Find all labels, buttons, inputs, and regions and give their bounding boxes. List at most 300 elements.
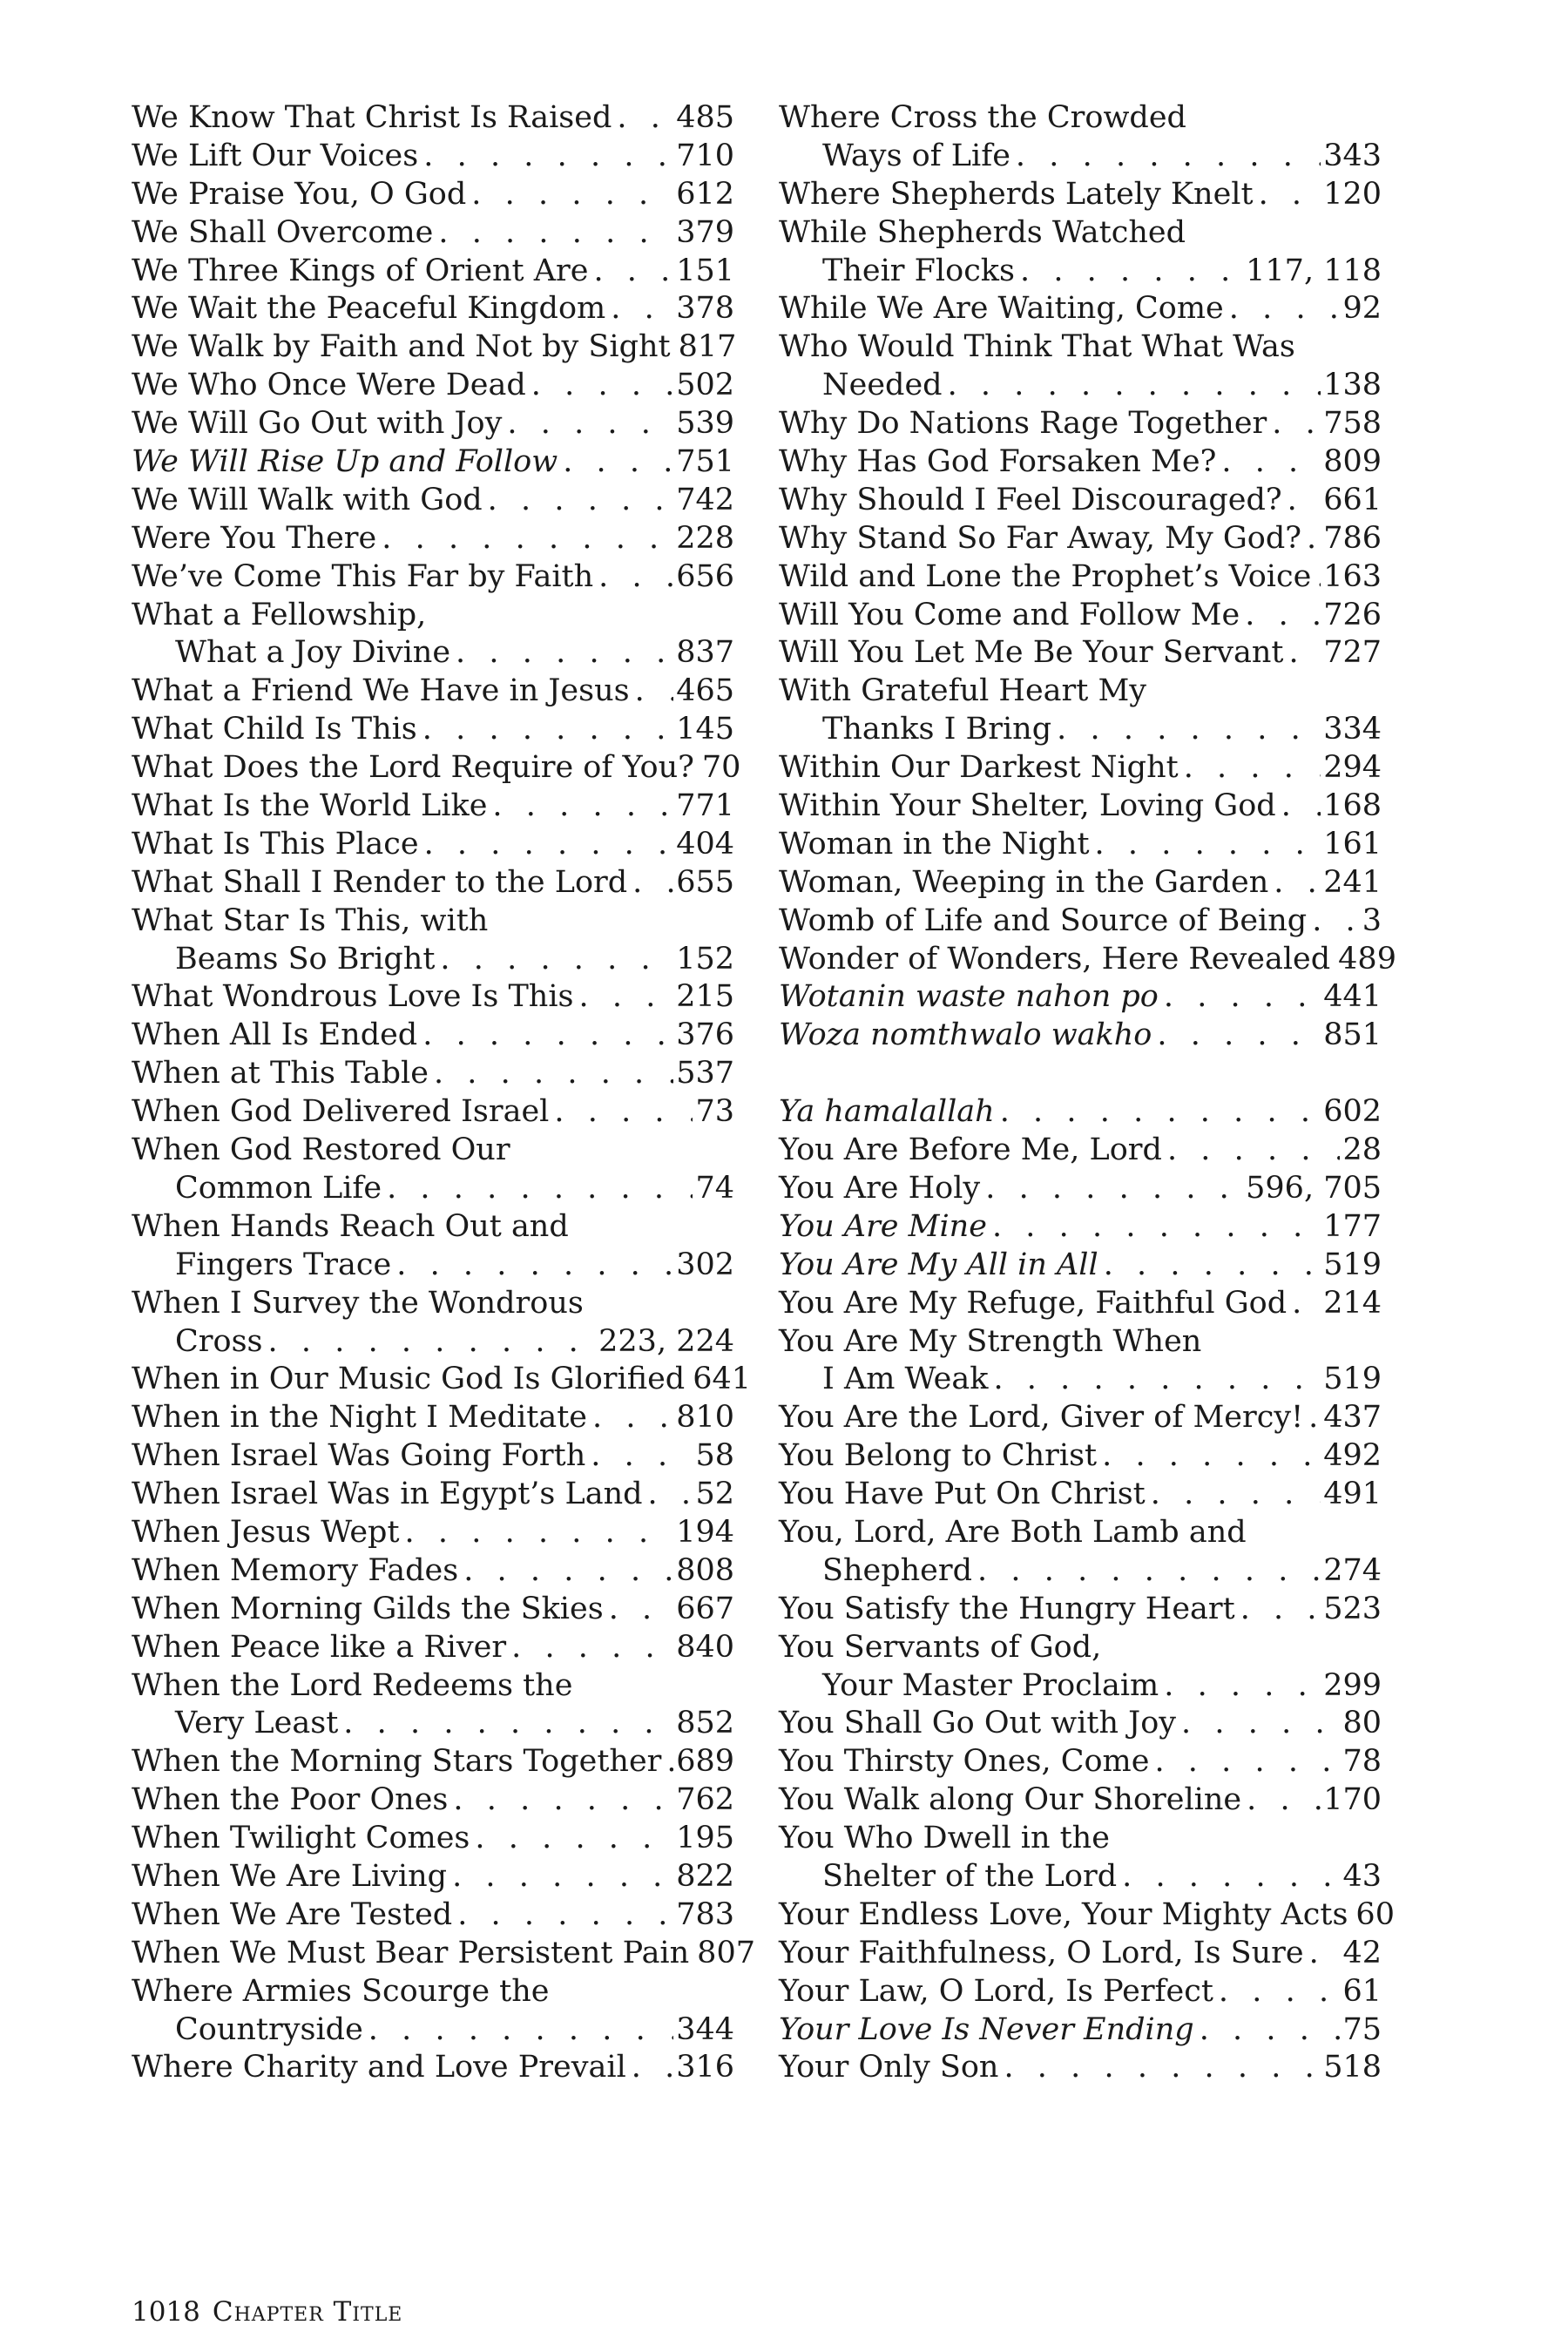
dot-leader [1247, 1781, 1321, 1820]
dot-leader [1057, 711, 1321, 749]
entry-page-number: 75 [1342, 2011, 1382, 2047]
entry-title-line [779, 328, 1382, 367]
entry-title-line [132, 1055, 734, 1093]
index-entry [132, 176, 734, 214]
chapter-title: Chapter Title [212, 2296, 403, 2328]
dot-leader [1016, 138, 1321, 176]
entry-title-line [132, 787, 734, 826]
entry-title-line [132, 367, 734, 405]
entry-title: When Twilight Comes [132, 1821, 470, 1856]
index-entry [132, 99, 734, 138]
entry-title-line [779, 1743, 1382, 1781]
entry-title-line [779, 214, 1382, 253]
entry-page-number: 809 [1323, 444, 1382, 480]
entry-title-line [132, 443, 734, 482]
entry-page-number: 751 [676, 444, 734, 480]
entry-title: You Who Dwell in the [779, 1821, 1110, 1856]
index-entry [779, 176, 1382, 214]
entry-page-number: 807 [697, 1935, 755, 1970]
index-entry [132, 443, 734, 482]
entry-title: Thanks I Bring [822, 712, 1052, 747]
dot-leader [1281, 787, 1321, 826]
entry-title: You Are Holy [779, 1170, 981, 1206]
dot-leader [1000, 1093, 1321, 1132]
entry-page-number: 502 [676, 368, 734, 403]
index-entry [779, 826, 1382, 864]
entry-page-number: 80 [1342, 1706, 1382, 1741]
entry-title: You Shall Go Out with Joy [779, 1706, 1177, 1741]
entry-title: You, Lord, Are Both Lamb and [779, 1514, 1247, 1550]
entry-title: You Are My Refuge, Faithful God [779, 1285, 1288, 1321]
entry-title: You Have Put On Christ [779, 1477, 1146, 1512]
entry-title: You Belong to Christ [779, 1438, 1098, 1474]
dot-leader [591, 1437, 693, 1476]
entry-page-number: 60 [1355, 1896, 1395, 1932]
entry-title-line [132, 520, 734, 558]
index-entry [779, 1743, 1382, 1781]
entry-page-number: 441 [1323, 979, 1382, 1015]
entry-title-line [779, 1820, 1382, 1858]
entry-title-line [132, 1858, 734, 1896]
dot-leader [453, 1781, 673, 1820]
entry-page-number: 92 [1342, 291, 1382, 327]
dot-leader [1219, 1973, 1341, 2011]
entry-title-line [779, 634, 1382, 672]
entry-title: When Peace like a River [132, 1629, 507, 1665]
index-entry [779, 1514, 1382, 1591]
entry-title-line [779, 2011, 1382, 2050]
dot-leader [1288, 634, 1321, 672]
entry-page-number: 73 [695, 1094, 734, 1130]
entry-title: Where Charity and Love Prevail [132, 2050, 626, 2085]
entry-page-number: 344 [676, 2011, 734, 2047]
entry-title: You Are the Lord, Giver of Mercy! [779, 1400, 1304, 1436]
entry-title: What a Joy Divine [175, 635, 451, 671]
entry-title-line [779, 1781, 1382, 1820]
dot-leader [507, 405, 673, 443]
entry-page-number: 437 [1323, 1400, 1382, 1436]
entry-title-continuation [132, 2011, 734, 2050]
entry-title: You Are My Strength When [779, 1323, 1202, 1359]
index-column-left [132, 99, 755, 2087]
dot-leader [422, 1017, 673, 1055]
entry-title-continuation [132, 1705, 734, 1743]
index-entry [779, 214, 1382, 291]
entry-title-line [779, 597, 1382, 635]
entry-title: Wotanin waste nahon po [779, 979, 1159, 1015]
entry-page-number: 78 [1342, 1744, 1382, 1780]
entry-page-number: 656 [676, 558, 734, 594]
dot-leader [648, 1476, 693, 1514]
entry-title: We Walk by Faith and Not by Sight [132, 329, 671, 365]
entry-title: Your Master Proclaim [822, 1667, 1159, 1703]
index-entry [132, 290, 734, 328]
entry-page-number: 602 [1323, 1094, 1382, 1130]
entry-title: What Wondrous Love Is This [132, 979, 574, 1015]
entry-title: Who Would Think That What Was [779, 329, 1295, 365]
entry-page-number: 376 [676, 1017, 734, 1053]
dot-leader [1004, 2049, 1321, 2087]
entry-title-line [132, 1093, 734, 1132]
dot-leader [1164, 1667, 1321, 1706]
entry-page-number: 710 [676, 138, 734, 173]
index-entry [779, 1017, 1382, 1055]
index-entry [779, 405, 1382, 443]
entry-title: Woman in the Night [779, 826, 1090, 862]
dot-leader [368, 2011, 673, 2050]
entry-title: When We Must Bear Persistent Pain [132, 1935, 690, 1970]
entry-page-number: 28 [1342, 1132, 1382, 1168]
entry-page-number: 489 [1338, 941, 1396, 977]
entry-page-number: 523 [1323, 1591, 1382, 1626]
entry-title-line [132, 2049, 734, 2087]
entry-title-line [132, 176, 734, 214]
entry-title: Your Love Is Never Ending [779, 2011, 1194, 2047]
index-entry [779, 1476, 1382, 1514]
entry-page-number: 810 [676, 1400, 734, 1436]
entry-title-line [779, 1896, 1395, 1935]
entry-title-line [779, 1476, 1382, 1514]
entry-page-number: 667 [676, 1591, 734, 1626]
entry-title: What Is the World Like [132, 788, 488, 824]
index-entry [132, 1935, 755, 1973]
dot-leader [1309, 1935, 1341, 1973]
entry-page-number: 145 [676, 712, 734, 747]
entry-page-number: 742 [676, 482, 734, 517]
dot-leader [1292, 1285, 1321, 1323]
entry-title: We Lift Our Voices [132, 138, 419, 173]
entry-title: Why Stand So Far Away, My God? [779, 520, 1302, 556]
entry-title: Why Should I Feel Discouraged? [779, 482, 1282, 517]
entry-title: When We Are Living [132, 1858, 448, 1894]
entry-page-number: 519 [1323, 1247, 1382, 1282]
index-entry [132, 864, 734, 902]
dot-leader [609, 1591, 674, 1629]
entry-page-number: 485 [676, 100, 734, 135]
index-entry [132, 1055, 734, 1093]
entry-title: Common Life [175, 1170, 382, 1206]
entry-title: We Three Kings of Orient Are [132, 253, 589, 288]
entry-title: When Israel Was Going Forth [132, 1438, 586, 1474]
index-entry [132, 1896, 734, 1935]
entry-page-number: 539 [676, 406, 734, 442]
index-entry [132, 482, 734, 520]
entry-title-line [779, 1935, 1382, 1973]
entry-page-number: 837 [676, 635, 734, 671]
entry-page-number: 194 [676, 1514, 734, 1550]
index-entry [779, 1629, 1382, 1706]
entry-title-line [132, 1591, 734, 1629]
entry-page-number: 822 [676, 1858, 734, 1894]
entry-title: What Does the Lord Require of You? [132, 750, 694, 786]
index-entry [132, 1973, 734, 2050]
entry-title-line [132, 1667, 734, 1706]
entry-page-number: 378 [676, 291, 734, 327]
entry-title-line [779, 1437, 1382, 1476]
dot-leader [1259, 176, 1321, 214]
entry-title: Needed [822, 368, 943, 403]
index-entry [132, 367, 734, 405]
entry-title-line [779, 1017, 1382, 1055]
index-entry [779, 2011, 1382, 2050]
entry-title: We’ve Come This Far by Faith [132, 558, 594, 594]
index-entry [132, 1820, 734, 1858]
entry-title-line [132, 558, 734, 597]
entry-title: When in Our Music God Is Glorified [132, 1362, 686, 1397]
entry-title-line [132, 1781, 734, 1820]
entry-title-continuation [132, 1170, 734, 1208]
entry-title: What Is This Place [132, 826, 419, 862]
entry-title: Your Only Son [779, 2050, 999, 2085]
entry-title: When the Poor Ones [132, 1782, 449, 1818]
entry-page-number: 771 [676, 788, 734, 824]
entry-title-line [779, 2049, 1382, 2087]
entry-title-line [779, 1247, 1382, 1285]
index-entry [779, 1781, 1382, 1820]
index-entry [779, 902, 1382, 941]
index-entry [132, 1514, 734, 1552]
index-entry [132, 1781, 734, 1820]
dot-leader [1240, 1591, 1321, 1629]
index-entry [779, 1247, 1382, 1285]
dot-leader [1020, 253, 1243, 291]
entry-title: When Israel Was in Egypt’s Land [132, 1477, 643, 1512]
dot-leader [471, 176, 673, 214]
index-entry [779, 634, 1382, 672]
entry-page-number: 52 [695, 1477, 734, 1512]
entry-title: When God Restored Our [132, 1132, 510, 1168]
entry-title-line [132, 749, 741, 787]
entry-title-line [779, 1323, 1382, 1362]
entry-page-number: 596, 705 [1246, 1170, 1382, 1206]
entry-title: Ways of Life [822, 138, 1010, 173]
entry-title-line [132, 99, 734, 138]
entry-title: When God Delivered Israel [132, 1094, 550, 1130]
index-entry [779, 482, 1382, 520]
entry-title-line [779, 1208, 1382, 1247]
index-entry [132, 1285, 734, 1362]
entry-page-number: 808 [676, 1552, 734, 1588]
entry-title: We Will Rise Up and Follow [132, 444, 558, 480]
index-entry [132, 749, 741, 787]
entry-page-number: 241 [1323, 864, 1382, 900]
dot-leader [579, 978, 674, 1017]
entry-title: We Who Once Were Dead [132, 368, 526, 403]
entry-title: Beams So Bright [175, 941, 436, 977]
entry-page-number: 783 [676, 1896, 734, 1932]
page-number: 1018 [132, 2296, 200, 2328]
entry-title: Your Endless Love, Your Mighty Acts [779, 1896, 1348, 1932]
entry-page-number: 117, 118 [1246, 253, 1382, 288]
entry-title-continuation [779, 1361, 1382, 1399]
entry-title-line [779, 520, 1382, 558]
entry-title: You Are My All in All [779, 1247, 1098, 1282]
entry-title: Where Cross the Crowded [779, 100, 1186, 135]
index-entry [779, 443, 1382, 482]
entry-title-continuation [779, 711, 1382, 749]
entry-title: Your Law, O Lord, Is Perfect [779, 1973, 1213, 2009]
entry-title: When All Is Ended [132, 1017, 418, 1053]
index-entry [132, 1399, 734, 1437]
entry-page-number: 661 [1323, 482, 1382, 517]
dot-leader [993, 1361, 1321, 1399]
entry-title: We Will Walk with God [132, 482, 483, 517]
entry-title-line [132, 1361, 752, 1399]
entry-title-line [132, 711, 734, 749]
dot-leader [1164, 978, 1321, 1017]
entry-title: You Thirsty Ones, Come [779, 1744, 1150, 1780]
entry-title: With Grateful Heart My [779, 673, 1147, 709]
entry-page-number: 74 [695, 1170, 734, 1206]
entry-page-number: 727 [1323, 635, 1382, 671]
entry-page-number: 519 [1323, 1362, 1382, 1397]
entry-title-line [779, 1514, 1382, 1552]
entry-page-number: 120 [1323, 176, 1382, 212]
index-entry [132, 1476, 734, 1514]
entry-title-line [132, 864, 734, 902]
entry-title-line [779, 826, 1382, 864]
entry-page-number: 3 [1362, 902, 1382, 938]
entry-title-line [132, 1437, 734, 1476]
entry-title-line [779, 902, 1382, 941]
entry-title-line [132, 405, 734, 443]
index-entry [779, 672, 1382, 749]
entry-title: When Hands Reach Out and [132, 1208, 569, 1244]
entry-title-line [779, 787, 1382, 826]
entry-page-number: 195 [676, 1821, 734, 1856]
entry-title-continuation [132, 1323, 734, 1362]
entry-title: Wild and Lone the Prophet’s Voice [779, 558, 1312, 594]
dot-leader [1122, 1858, 1340, 1896]
entry-title: Were You There [132, 520, 377, 556]
entry-title-line [779, 1285, 1382, 1323]
entry-title: Why Do Nations Rage Together [779, 406, 1267, 442]
entry-page-number: 163 [1323, 558, 1382, 594]
dot-leader [592, 1399, 673, 1437]
index-entry [132, 672, 734, 711]
entry-page-number: 168 [1323, 788, 1382, 824]
index-entry [779, 978, 1382, 1017]
index-entry [132, 1858, 734, 1896]
dot-leader [948, 367, 1321, 405]
index-entry [779, 1399, 1382, 1437]
entry-page-number: 316 [676, 2050, 734, 2085]
entry-page-number: 491 [1323, 1477, 1382, 1512]
dot-leader [666, 1743, 673, 1781]
index-entry [132, 1743, 734, 1781]
index-entry [779, 1705, 1382, 1743]
index-entry [779, 99, 1382, 176]
entry-title: We Wait the Peaceful Kingdom [132, 291, 606, 327]
entry-title: What a Fellowship, [132, 597, 427, 632]
entry-title-line [132, 1629, 734, 1667]
dot-leader [1167, 1132, 1341, 1170]
index-entry [779, 1170, 1382, 1208]
index-entry [132, 1361, 752, 1399]
entry-page-number: 42 [1342, 1935, 1382, 1970]
entry-title-continuation [779, 253, 1382, 291]
entry-title: We Praise You, O God [132, 176, 467, 212]
entry-title: Within Our Darkest Night [779, 750, 1179, 786]
entry-title-continuation [779, 1667, 1382, 1706]
entry-page-number: 43 [1342, 1858, 1382, 1894]
index-entry [132, 1629, 734, 1667]
dot-leader [343, 1705, 673, 1743]
dot-leader [1157, 1017, 1321, 1055]
entry-title-line [132, 138, 734, 176]
entry-title: What Shall I Render to the Lord [132, 864, 628, 900]
entry-title: Wonder of Wonders, Here Revealed [779, 941, 1331, 977]
entry-page-number: 161 [1323, 826, 1382, 862]
entry-title-line [779, 864, 1382, 902]
entry-title-line [132, 1896, 734, 1935]
entry-page-number: 379 [676, 214, 734, 250]
dot-leader [617, 99, 673, 138]
letter-group-spacer [779, 1055, 1382, 1093]
dot-leader [457, 1896, 673, 1935]
index-entry [779, 1093, 1382, 1132]
index-entry [779, 787, 1382, 826]
entry-page-number: 612 [676, 176, 734, 212]
index-entry [779, 558, 1382, 597]
entry-title: I Am Weak [822, 1362, 989, 1397]
dot-leader [405, 1514, 674, 1552]
entry-page-number: 215 [676, 979, 734, 1015]
entry-title-line [779, 1705, 1382, 1743]
entry-title: Womb of Life and Source of Being [779, 902, 1308, 938]
entry-page-number: 762 [676, 1782, 734, 1818]
entry-page-number: 492 [1323, 1438, 1382, 1474]
dot-leader [1102, 1437, 1321, 1476]
entry-title-line [132, 597, 734, 635]
index-entry [779, 749, 1382, 787]
dot-leader [531, 367, 673, 405]
entry-page-number: 151 [676, 253, 734, 288]
index-entry [779, 597, 1382, 635]
dot-leader [563, 443, 673, 482]
entry-title: When We Are Tested [132, 1896, 453, 1932]
dot-leader [475, 1820, 673, 1858]
entry-title-line [132, 328, 737, 367]
index-entry [132, 558, 734, 597]
entry-page-number: 334 [1323, 712, 1382, 747]
index-entry [132, 253, 734, 291]
entry-title-line [779, 1399, 1382, 1437]
entry-page-number: 228 [676, 520, 734, 556]
entry-title-line [779, 1629, 1382, 1667]
dot-leader [396, 1247, 673, 1285]
entry-title-line [779, 482, 1382, 520]
entry-title-line [779, 941, 1396, 979]
page-footer [132, 2296, 402, 2328]
entry-title: When I Survey the Wondrous [132, 1285, 584, 1321]
dot-leader [1229, 290, 1341, 328]
index-entry [132, 1132, 734, 1208]
index-entry [132, 1552, 734, 1591]
entry-title-line [132, 902, 734, 941]
entry-title: What Child Is This [132, 712, 417, 747]
entry-title-line [779, 1591, 1382, 1629]
index-entry [132, 597, 734, 673]
index-entry [132, 1591, 734, 1629]
entry-title-continuation [132, 634, 734, 672]
index-entry [132, 1667, 734, 1744]
dot-leader [511, 1629, 673, 1667]
entry-page-number: 655 [676, 864, 734, 900]
dot-leader [422, 711, 673, 749]
entry-title: While Shepherds Watched [779, 214, 1186, 250]
entry-title: Woman, Weeping in the Garden [779, 864, 1269, 900]
